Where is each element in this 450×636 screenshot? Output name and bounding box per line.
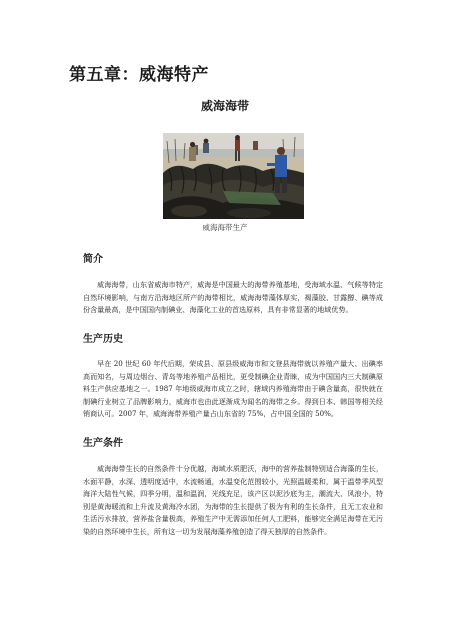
paragraph-conditions-text: 威海海带生长的自然条件十分优越，海域水质肥沃，海中的营养盐制特别适合海藻的生长，水面平静，水深、透明度适中，水流畅通，水温变化范围较小，光照温暖柔和，属于温带季风型海洋大陆性气候，四季分明，温和温润，光线充足，该产区以泥沙底为主，潮流大、风浪小，特别是黄海暖流和上升流及黄海冷水团，为海带的生长提供了极为有利的生长条件，且无工农业和生活污水排放，营养盐含量极高，养殖生产中无需添加任何人工肥料，能够完全满足海带在无污染的自然环境中生长，所有这一切为发展海藻养殖创造了得天独厚的自然条件。 <box>83 464 383 536</box>
paragraph-intro-text: 威海海带，山东省威海市特产，威海是中国最大的海带养殖基地，受海域水温、气候等特定自然环境影响，与南方沿海地区所产的海带相比，威海海带藻体厚实，褐藻胶、甘露醇、碘等成份含量最高，是中国国内制碘业、海藻化工业的首选原料，具有非常显著的地域优势。 <box>83 280 383 315</box>
heading-conditions: 生产条件 <box>83 438 123 449</box>
heading-intro: 简介 <box>83 254 103 265</box>
paragraph-history-text: 早在 20 世纪 60 年代后期，荣成县、原县级威海市和文登县海带就以养殖产量大、出碘率高而知名，与周边烟台、青岛等地养殖产品相比，更受制碘企业青睐，成为中国国内三大制碘原料生产供应基地之一。1987 年地级威海市成立之时，辖域内养殖海带由于碘含量高，很快就在制碘行业树立了品牌影响力，威海市也由此逐渐成为闻名的海带之乡。得到日本、韩国等相关经销商认可。2007 年，威海海带养殖产量占山东省的 75%，占中国全国的 50%。 <box>83 359 383 419</box>
kelp-harvest-photo <box>163 133 304 219</box>
chapter-title: 第五章：威海特产 <box>69 65 209 85</box>
heading-history: 生产历史 <box>83 334 123 345</box>
section-title: 威海海带 <box>200 99 249 113</box>
paragraph-history <box>83 358 383 421</box>
paragraph-intro <box>83 279 383 317</box>
paragraph-conditions <box>83 463 383 539</box>
photo-caption: 威海海带生产 <box>202 223 248 232</box>
